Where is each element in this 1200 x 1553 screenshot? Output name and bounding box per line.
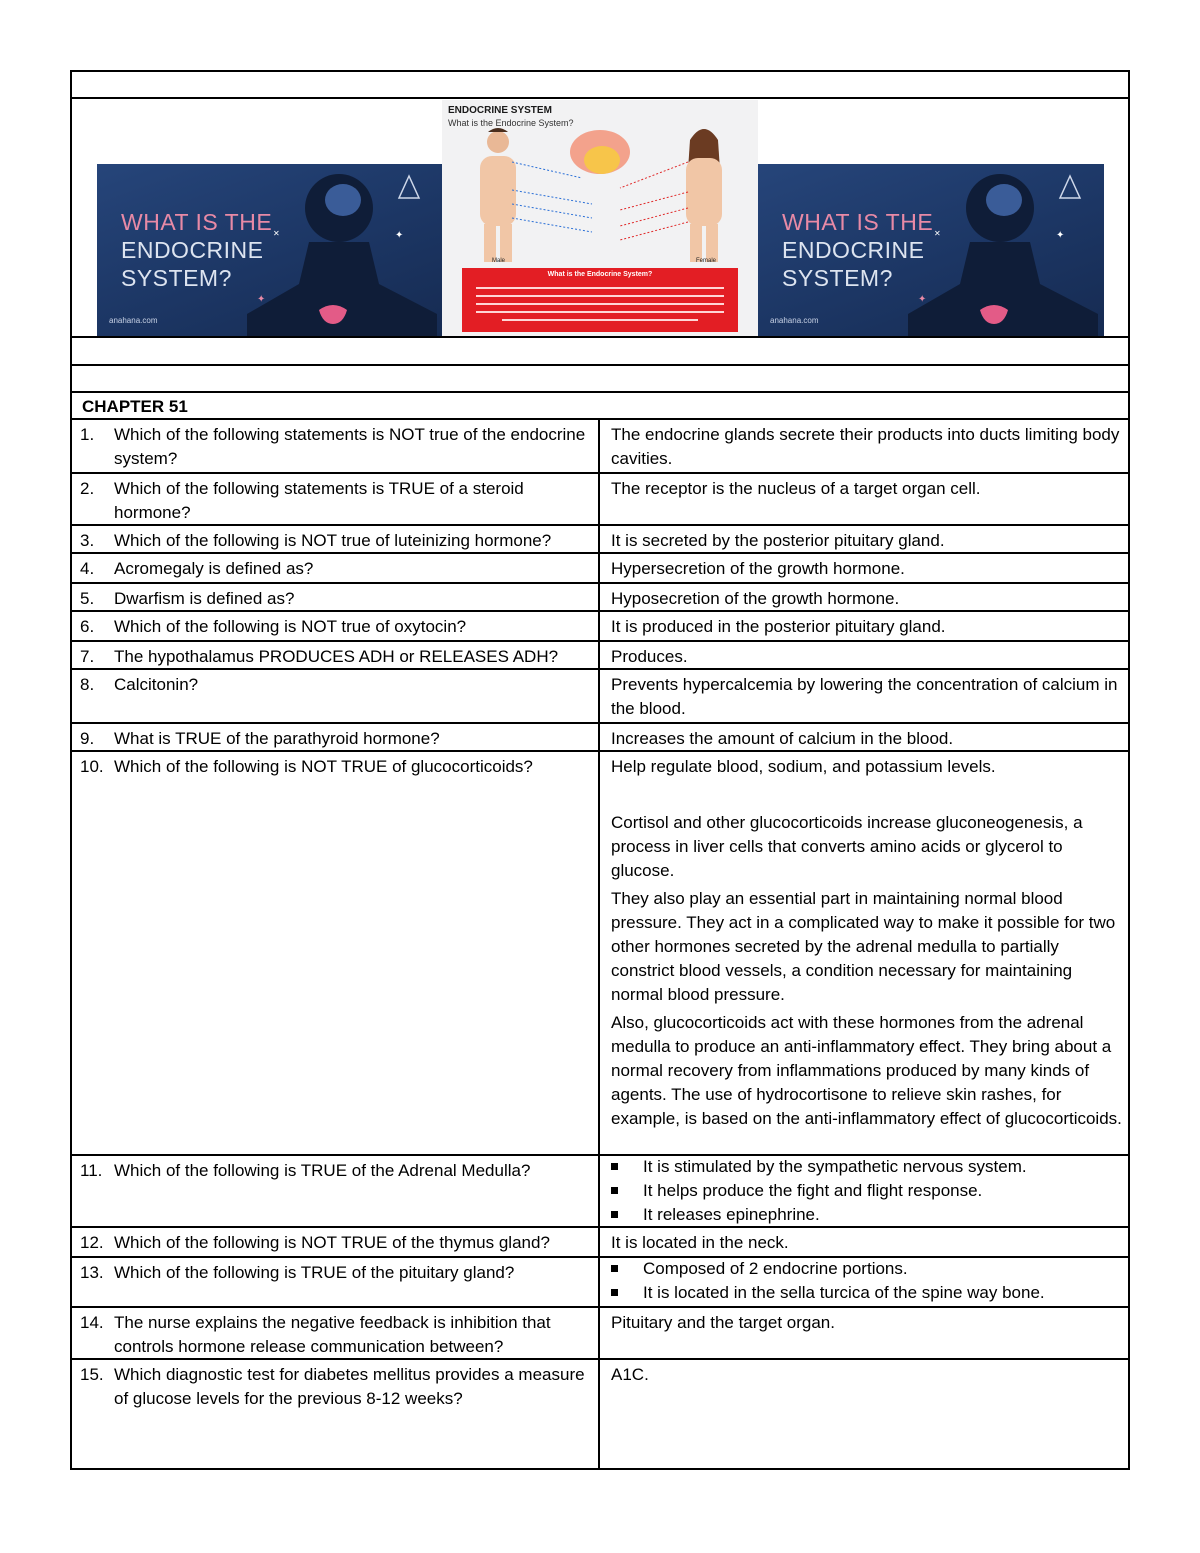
endocrine-banner-left <box>97 164 443 336</box>
svg-text:✕: ✕ <box>934 229 941 238</box>
row-divider <box>70 750 1130 752</box>
row-divider <box>70 582 1130 584</box>
row-divider <box>70 364 1130 366</box>
question-number: 5. <box>80 589 95 608</box>
row-divider <box>70 1226 1130 1228</box>
question-text: Which of the following is TRUE of the Adrenal Medulla? <box>114 1161 531 1180</box>
question-number: 12. <box>80 1233 104 1252</box>
document-table <box>70 70 1130 1470</box>
endocrine-infographic <box>442 100 758 336</box>
answer-text: Also, glucocorticoids act with these hormones from the adrenal medulla to produce an anti-inflammatory effect. They bring about a normal recovery from inflammations produced by many kinds of agents. The use of hydrocortisone to relieve skin rashes, for example, is based on the anti-inflammatory effect of glucocorticoids. <box>611 1013 1122 1128</box>
question-number: 8. <box>80 675 95 694</box>
row-divider <box>70 472 1130 474</box>
answer-cell <box>611 1155 1123 1227</box>
chapter-heading: CHAPTER 51 <box>82 397 188 416</box>
answer-bullet: It is stimulated by the sympathetic nervous system. <box>611 1155 1123 1179</box>
answer-cell <box>611 477 1123 501</box>
answer-text: They also play an essential part in maintaining normal blood pressure. They act in a complicated way to make it possible for two other hormones secreted by the adrenal medulla to partially constrict blood vessels, a condition necessary for maintaining normal blood pressure. <box>611 889 1116 1004</box>
answer-text: It is located in the neck. <box>611 1233 789 1252</box>
banner-title: WHAT IS THE ENDOCRINE SYSTEM? <box>121 209 273 291</box>
endocrine-banner-right <box>758 164 1104 336</box>
answer-bullet: Composed of 2 endocrine portions. <box>611 1257 1123 1281</box>
answer-text: Pituitary and the target organ. <box>611 1313 835 1332</box>
row-divider <box>70 610 1130 612</box>
row-divider <box>70 640 1130 642</box>
question-number: 14. <box>80 1313 104 1332</box>
question-number: 2. <box>80 479 95 498</box>
banner-site: anahana.com <box>109 316 158 325</box>
banner-title: WHAT IS THE ENDOCRINE SYSTEM? <box>782 209 934 291</box>
question-text: Which of the following is NOT true of luteinizing hormone? <box>114 531 552 550</box>
answer-text: It is produced in the posterior pituitary gland. <box>611 617 946 636</box>
question-text: Which diagnostic test for diabetes mellitus provides a measure of glucose levels for the previous 8-12 weeks? <box>114 1365 585 1408</box>
question-number: 6. <box>80 617 95 636</box>
answer-bullet: It releases epinephrine. <box>611 1203 1123 1227</box>
answer-text: Help regulate blood, sodium, and potassium levels. <box>611 757 996 776</box>
answer-bullet: It helps produce the fight and flight response. <box>611 1179 1123 1203</box>
svg-text:✦: ✦ <box>395 230 404 241</box>
banner-site: anahana.com <box>770 316 819 325</box>
answer-text: The endocrine glands secrete their products into ducts limiting body cavities. <box>611 425 1120 468</box>
question-number: 11. <box>80 1161 103 1180</box>
question-number: 10. <box>80 757 104 776</box>
table-border-bottom <box>70 1468 1130 1470</box>
answer-text: Increases the amount of calcium in the blood. <box>611 729 954 748</box>
table-border-top <box>70 70 1130 72</box>
question-number: 1. <box>80 425 95 444</box>
question-text: The nurse explains the negative feedback is inhibition that controls hormone release communication between? <box>114 1313 551 1356</box>
svg-text:✦: ✦ <box>1056 230 1065 241</box>
svg-text:✕: ✕ <box>273 229 280 238</box>
answer-cell <box>611 755 1123 1131</box>
question-number: 13. <box>80 1263 104 1282</box>
question-number: 9. <box>80 729 95 748</box>
answer-cell <box>611 1311 1123 1335</box>
answer-text: It is secreted by the posterior pituitary gland. <box>611 531 945 550</box>
row-divider <box>70 336 1130 338</box>
answer-bullet: It is located in the sella turcica of the spine way bone. <box>611 1281 1123 1305</box>
answer-cell <box>611 423 1123 471</box>
answer-cell <box>611 1231 1123 1255</box>
question-text: Dwarfism is defined as? <box>114 589 295 608</box>
question-number: 7. <box>80 647 95 666</box>
table-border-right <box>1128 70 1130 1470</box>
question-text: Which of the following is NOT true of oxytocin? <box>114 617 467 636</box>
svg-text:✦: ✦ <box>257 294 266 305</box>
svg-text:✦: ✦ <box>918 294 927 305</box>
question-text: Calcitonin? <box>114 675 199 694</box>
answer-cell <box>611 645 1123 669</box>
answer-text: The receptor is the nucleus of a target organ cell. <box>611 479 981 498</box>
answer-cell <box>611 727 1123 751</box>
male-label: Male <box>492 258 506 264</box>
answer-text: Produces. <box>611 647 688 666</box>
answer-text: Prevents hypercalcemia by lowering the concentration of calcium in the blood. <box>611 675 1118 718</box>
body-diagram-icon <box>442 100 758 270</box>
answer-text: Hyposecretion of the growth hormone. <box>611 589 900 608</box>
row-divider <box>70 418 1130 420</box>
question-text: Which of the following is NOT TRUE of glucocorticoids? <box>114 757 533 776</box>
question-text: Which of the following is TRUE of the pituitary gland? <box>114 1263 515 1282</box>
question-text: Which of the following statements is TRUE of a steroid hormone? <box>114 479 524 522</box>
question-text: Which of the following is NOT TRUE of the thymus gland? <box>114 1233 550 1252</box>
row-divider <box>70 391 1130 393</box>
infographic-title: ENDOCRINE SYSTEM <box>448 105 552 116</box>
table-border-left <box>70 70 72 1470</box>
female-label: Female <box>696 258 717 264</box>
answer-cell <box>611 673 1123 721</box>
column-divider <box>598 418 600 1468</box>
infographic-subtitle: What is the Endocrine System? <box>448 118 574 128</box>
question-number: 4. <box>80 559 95 578</box>
answer-text: Cortisol and other glucocorticoids increase gluconeogenesis, a process in liver cells that converts amino acids or glycerol to glucose. <box>611 813 1083 880</box>
row-divider <box>70 1358 1130 1360</box>
row-divider <box>70 552 1130 554</box>
question-text: What is TRUE of the parathyroid hormone? <box>114 729 440 748</box>
answer-cell <box>611 587 1123 611</box>
answer-cell <box>611 529 1123 553</box>
info-box-title: What is the Endocrine System? <box>547 271 653 278</box>
row-divider <box>70 1306 1130 1308</box>
infographic-info-box <box>462 268 738 332</box>
question-text: The hypothalamus PRODUCES ADH or RELEASES ADH? <box>114 647 559 666</box>
question-text: Which of the following statements is NOT true of the endocrine system? <box>114 425 586 468</box>
answer-text: A1C. <box>611 1365 649 1384</box>
answer-cell <box>611 615 1123 639</box>
answer-text: Hypersecretion of the growth hormone. <box>611 559 905 578</box>
answer-cell <box>611 1257 1123 1305</box>
row-divider <box>70 97 1130 99</box>
question-number: 3. <box>80 531 95 550</box>
info-box-text-lines-icon <box>462 268 738 332</box>
row-divider <box>70 722 1130 724</box>
question-text: Acromegaly is defined as? <box>114 559 314 578</box>
row-divider <box>70 524 1130 526</box>
answer-cell <box>611 1363 1123 1387</box>
question-number: 15. <box>80 1365 104 1384</box>
answer-cell <box>611 557 1123 581</box>
row-divider <box>70 668 1130 670</box>
